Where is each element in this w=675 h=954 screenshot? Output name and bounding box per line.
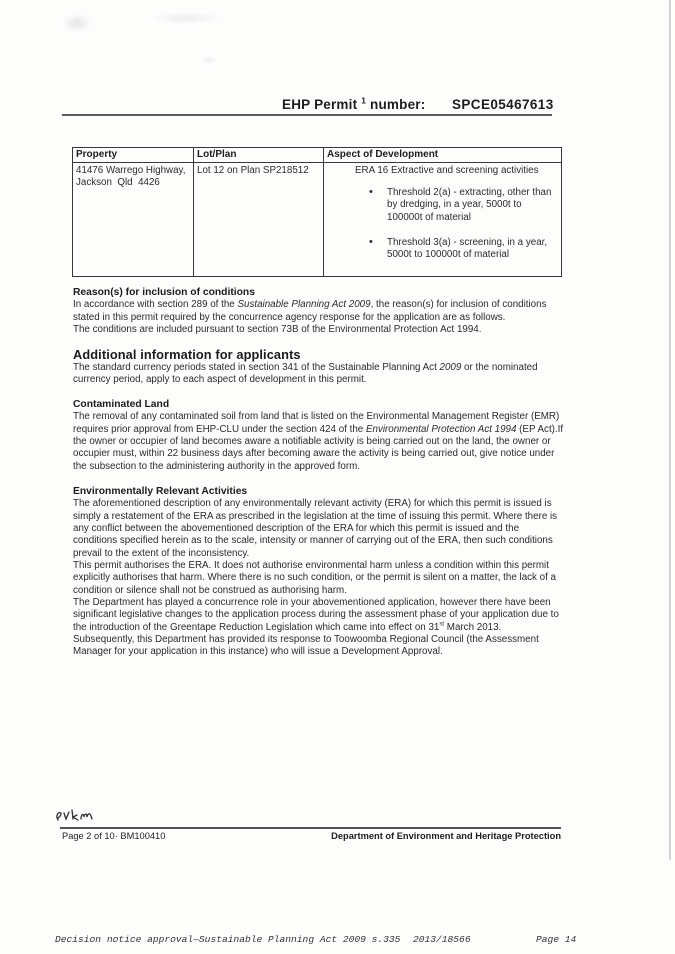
bullet-icon: • [369,186,373,199]
scan-artifact [150,12,222,24]
document-body [73,287,565,659]
section-heading-contaminated-land: Contaminated Land [73,398,170,410]
handwritten-initials [54,805,96,825]
scan-artifact [200,56,218,64]
decision-notice-page: Page 14 [536,934,577,945]
section-heading-reasons: Reason(s) for inclusion of conditions [73,287,255,298]
property-cell: 41476 Warrego Highway, Jackson Qld 4426 [73,163,194,277]
table-header-property: Property [73,148,194,163]
table-row [73,163,562,277]
paragraph: The conditions are included pursuant to section 73B of the Environmental Protection Act 1994. [73,324,482,336]
property-table [72,147,562,277]
footer-rule [60,827,561,829]
lot-plan-cell: Lot 12 on Plan SP218512 [194,163,324,277]
permit-number-value: SPCE05467613 [452,97,554,112]
table-header-aspect: Aspect of Development [324,148,562,163]
decision-notice-reference: 2013/18566 [413,934,471,945]
paragraph: The Department has played a concurrence role in your abovementioned application, however there have been significant legislative changes to the application process during the assessment phase of your application due to the introduction of the Greentape Reduction Legislation which came into effect on 31st March 2013. Subsequently, this Department has provided its response to Toowoomba Regional Council (the Assessment Manager for your application in this instance) who will issue a Development Approval. [73,597,559,658]
decision-notice-title: Decision notice approval—Sustainable Planning Act 2009 s.335 [55,934,401,945]
bullet-text: Threshold 3(a) - screening, in a year, 5000t to 100000t of material [387,236,548,261]
aspect-title: ERA 16 Extractive and screening activities [355,165,539,176]
list-item [327,187,558,224]
aspect-cell [324,163,562,277]
header-rule [62,114,552,116]
aspect-bullet-list [327,187,558,261]
paragraph: This permit authorises the ERA. It does not authorise environmental harm unless a condition within this permit explicitly authorises that harm. Where there is no such condition, or the permit is silent on a matter, the lack of a condition or silence shall not be construed as authorising harm. [73,560,556,596]
paragraph: The standard currency periods stated in section 341 of the Sustainable Planning Act 2009 or the nominated currency period, apply to each aspect of development in this permit. [73,361,538,386]
footer-department: Department of Environment and Heritage Protection [331,831,561,841]
paragraph: The removal of any contaminated soil from land that is listed on the Environmental Management Register (EMR) requires prior approval from EHP-CLU under the section 424 of the Environmental Protection Act 1994 (EP Act).If the owner or occupier of land becomes aware a notifiable activity is being carried out on the land, the owner or occupier must, within 22 business days after becoming aware the activity is being carried out, give notice under the subsection to the administering authority in the approved form. [73,411,564,472]
section-heading-era: Environmentally Relevant Activities [73,485,248,497]
footer-page-info: Page 2 of 10· BM100410 [62,831,166,841]
table-header-lot-plan: Lot/Plan [194,148,324,163]
scan-artifact [62,14,92,32]
paragraph: The aforementioned description of any environmentally relevant activity (ERA) for which this permit is issued is simply a restatement of the ERA as prescribed in the legislation at the time of issuing this permit. Where there is any conflict between the abovementioned description of the ERA for which this permit is issued and the conditions specified herein as to the scale, intensity or manner of carrying out of the ERA, then such conditions prevail to the extent of the inconsistency. [73,498,558,559]
table-header-row [73,148,562,163]
bullet-text: Threshold 2(a) - extracting, other than by dredging, in a year, 5000t to 100000t of material [387,187,552,223]
scan-edge-line [669,0,671,860]
permit-number-label: EHP Permit $^1$ number: [282,95,426,112]
paragraph: In accordance with section 289 of the Sustainable Planning Act 2009, the reason(s) for inclusion of conditions stated in this permit required by the concurrence agency response for the application are as follows. [73,299,547,323]
list-item [327,237,558,261]
section-heading-additional-info: Additional information for applicants [73,347,301,363]
bullet-icon: • [369,235,373,248]
